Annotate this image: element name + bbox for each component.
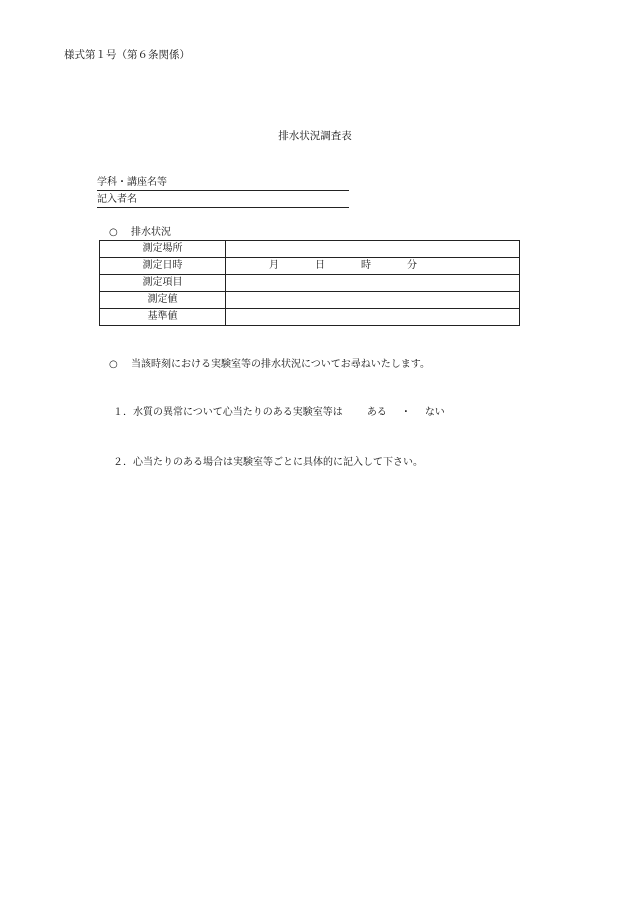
row-value-datetime[interactable] <box>226 258 520 275</box>
month-unit: 月 <box>269 260 279 271</box>
recorder-name-field[interactable] <box>97 194 349 208</box>
row-value-measured-value[interactable] <box>226 292 520 309</box>
department-field[interactable] <box>97 177 349 191</box>
row-label-location: 測定場所 <box>100 241 226 258</box>
document-title: 排水状況調査表 <box>278 130 352 142</box>
form-number: 様式第１号（第６条関係） <box>64 49 190 61</box>
row-value-standard-value[interactable] <box>226 309 520 326</box>
row-value-location[interactable] <box>226 241 520 258</box>
section-heading <box>109 227 171 239</box>
day-unit: 日 <box>315 260 325 271</box>
question-1-text: 水質の異常について心当たりのある実験室等は <box>133 407 343 418</box>
row-label-item: 測定項目 <box>100 275 226 292</box>
hour-unit: 時 <box>361 260 371 271</box>
table-row <box>100 309 520 326</box>
table-row <box>100 275 520 292</box>
recorder-name-label: 記入者名 <box>97 194 137 205</box>
minute-unit: 分 <box>407 260 417 271</box>
section-heading-text: 排水状況 <box>131 227 171 238</box>
choice-separator: ・ <box>400 407 411 418</box>
question-2-number: ２． <box>113 457 133 468</box>
circle-bullet-icon: ○ <box>109 227 118 238</box>
row-label-datetime: 測定日時 <box>100 258 226 275</box>
question-2 <box>113 457 423 469</box>
circle-bullet-icon: ○ <box>109 359 118 370</box>
department-label: 学科・講座名等 <box>97 177 167 188</box>
choice-no[interactable]: ない <box>424 407 445 418</box>
row-label-measured-value: 測定値 <box>100 292 226 309</box>
row-value-item[interactable] <box>226 275 520 292</box>
question-1-number: １． <box>113 407 133 418</box>
table-row <box>100 292 520 309</box>
question-1 <box>113 407 445 419</box>
question-intro <box>109 359 430 371</box>
row-label-standard-value: 基準値 <box>100 309 226 326</box>
question-intro-text: 当該時刻における実験室等の排水状況についてお尋ねいたします。 <box>131 359 430 370</box>
drainage-status-table <box>99 240 520 326</box>
question-2-text: 心当たりのある場合は実験室等ごとに具体的に記入して下さい。 <box>133 457 423 468</box>
table-row <box>100 258 520 275</box>
table-row <box>100 241 520 258</box>
choice-yes[interactable]: ある <box>366 407 387 418</box>
